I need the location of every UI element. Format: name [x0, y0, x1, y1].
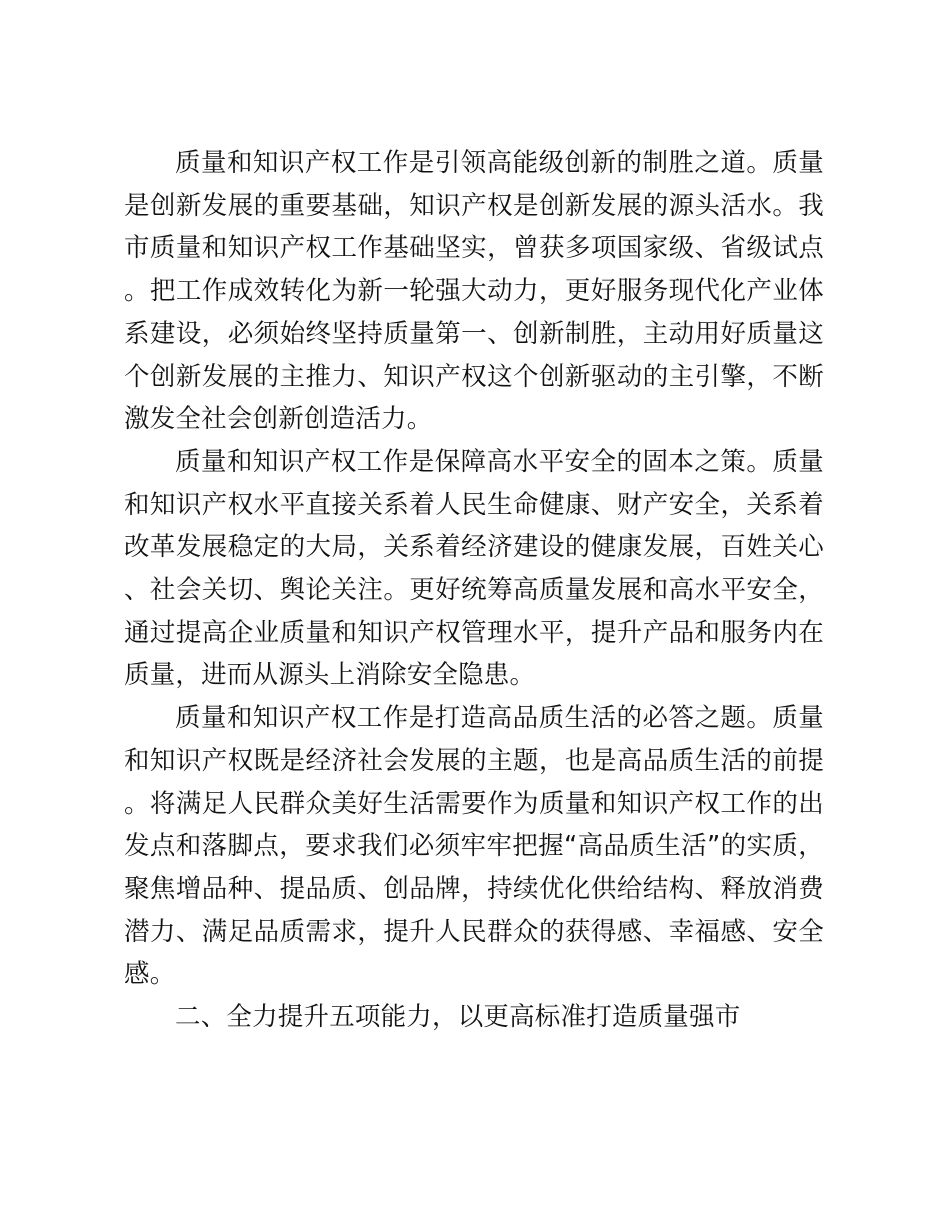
paragraph-quality-life: 质量和知识产权工作是打造高品质生活的必答之题。质量和知识产权既是经济社会发展的主题，也是高品质生活的前提。将满足人民群众美好生活需要作为质量和知识产权工作的出发点和落脚点，要求我们必须牢牢把握“高品质生活”的实质，聚焦增品种、提品质、创品牌，持续优化供给结构、释放消费潜力、满足品质需求，提升人民群众的获得感、幸福感、安全感。: [124, 703, 824, 990]
document-body: [124, 142, 824, 1039]
paragraph-security: 质量和知识产权工作是保障高水平安全的固本之策。质量和知识产权水平直接关系着人民生命健康、财产安全，关系着改革发展稳定的大局，关系着经济建设的健康发展，百姓关心、社会关切、舆论关注。更好统筹高质量发展和高水平安全，通过提高企业质量和知识产权管理水平，提升产品和服务内在质量，进而从源头上消除安全隐患。: [124, 446, 824, 691]
section-heading: 二、全力提升五项能力，以更高标准打造质量强市: [175, 1002, 741, 1033]
paragraph-innovation: 质量和知识产权工作是引领高能级创新的制胜之道。质量是创新发展的重要基础，知识产权是创新发展的源头活水。我市质量和知识产权工作基础坚实，曾获多项国家级、省级试点。把工作成效转化为新一轮强大动力，更好服务现代化产业体系建设，必须始终坚持质量第一、创新制胜，主动用好质量这个创新发展的主推力、知识产权这个创新驱动的主引擎，不断激发全社会创新创造活力。: [124, 148, 824, 435]
